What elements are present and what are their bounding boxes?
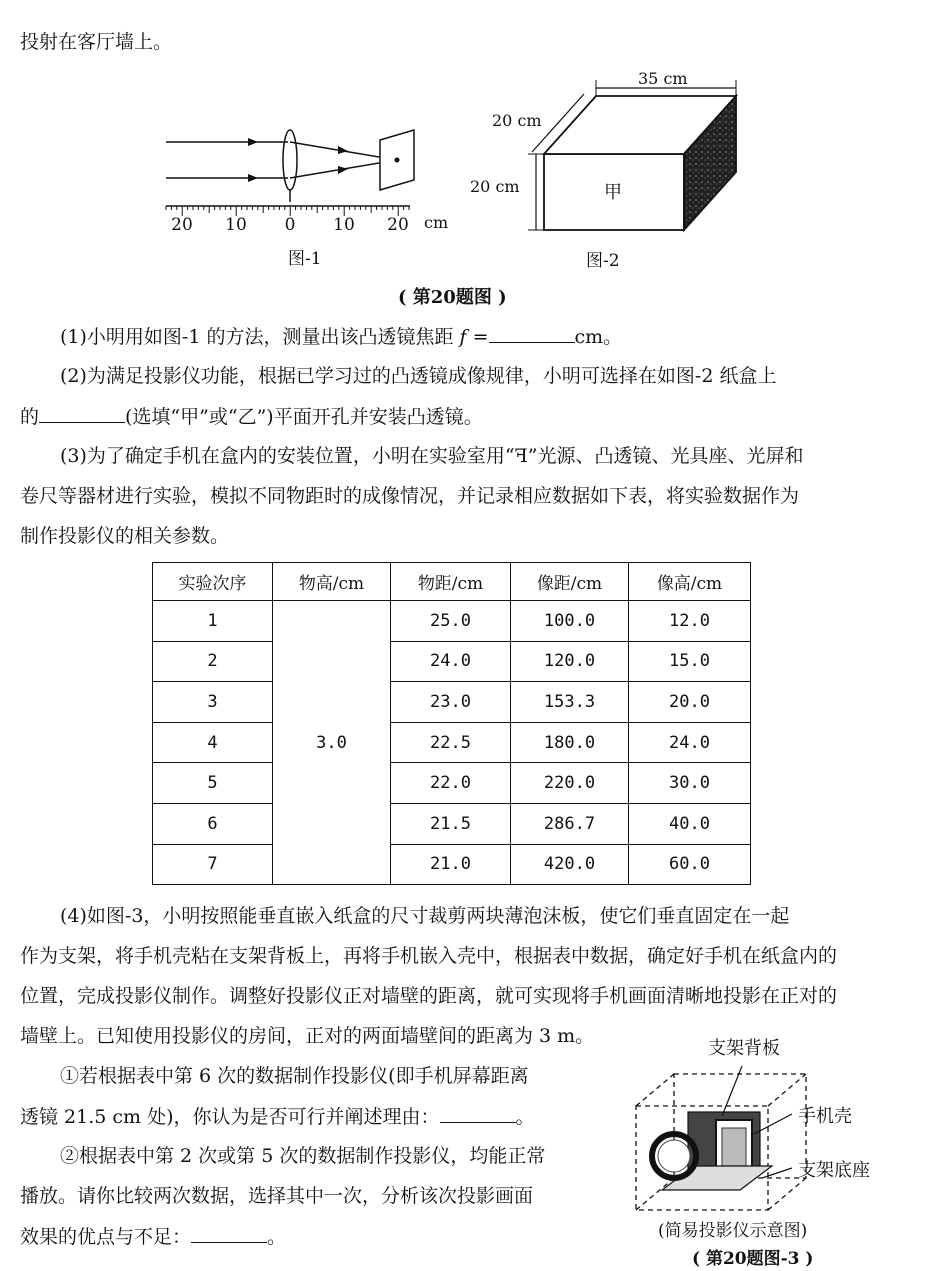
table-row <box>153 763 751 804</box>
cell-trial: 3 <box>153 682 273 723</box>
figures-caption: ( 第20题图 ) <box>398 287 507 308</box>
cell-image-distance: 153.3 <box>511 682 629 723</box>
question-4-line-1: (4)如图-3，小明按照能垂直嵌入纸盒的尺寸裁剪两块薄泡沫板，使它们垂直固定在一起 <box>60 905 790 927</box>
ruler-label-0: 20 <box>171 215 193 235</box>
question-4-line-3: 位置，完成投影仪制作。调整好投影仪正对墙壁的距离，就可实现将手机画面清晰地投影在正对的 <box>20 985 838 1007</box>
cell-object-distance: 22.0 <box>391 763 511 804</box>
question-4-sub2-line-1: ②根据表中第 2 次或第 5 次的数据制作投影仪，均能正常 <box>60 1145 546 1167</box>
dim-height-label: 20 cm <box>470 177 520 196</box>
figure-3-caption-1: (简易投影仪示意图) <box>658 1221 808 1241</box>
header-trial: 实验次序 <box>153 563 273 601</box>
cell-image-distance: 420.0 <box>511 844 629 885</box>
ruler-label-4: 20 <box>387 215 409 235</box>
answer-blank-2[interactable] <box>39 402 125 423</box>
table-header-row <box>153 563 751 601</box>
answer-blank-1[interactable] <box>489 322 575 343</box>
ruler-label-1: 10 <box>225 215 247 235</box>
cell-trial: 7 <box>153 844 273 885</box>
answer-blank-4-1[interactable] <box>440 1102 516 1123</box>
cell-object-height: 3.0 <box>273 601 391 885</box>
question-2-suffix: (选填“甲”或“乙”)平面开孔并安装凸透镜。 <box>125 406 483 428</box>
dim-depth-label: 20 cm <box>492 111 542 130</box>
question-3-line-1: (3)为了确定手机在盒内的安装位置，小明在实验室用“ꟻ”光源、凸透镜、光具座、光屏和 <box>60 445 804 467</box>
cell-image-height: 15.0 <box>629 641 751 682</box>
front-face-label: 甲 <box>604 182 622 203</box>
sub2-prefix: 效果的优点与不足： <box>20 1226 192 1248</box>
question-4-line-2: 作为支架，将手机壳粘在支架背板上，再将手机嵌入壳中，根据表中数据，确定好手机在纸盒内的 <box>20 945 838 967</box>
label-phone-case: 手机壳 <box>798 1106 852 1127</box>
cell-trial: 6 <box>153 803 273 844</box>
table-row <box>153 803 751 844</box>
cell-image-distance: 100.0 <box>511 601 629 642</box>
cell-object-distance: 24.0 <box>391 641 511 682</box>
header-image-distance: 像距/cm <box>511 563 629 601</box>
ruler-label-3: 10 <box>333 215 355 235</box>
cell-object-distance: 22.5 <box>391 722 511 763</box>
question-3-line-2: 卷尺等器材进行实验，模拟不同物距时的成像情况，并记录相应数据如下表，将实验数据作为 <box>20 485 800 507</box>
question-3-line-3: 制作投影仪的相关参数。 <box>20 525 230 547</box>
cell-image-distance: 220.0 <box>511 763 629 804</box>
table-row <box>153 722 751 763</box>
question-4-line-4: 墙壁上。已知使用投影仪的房间，正对的两面墙壁间的距离为 3 m。 <box>20 1025 595 1047</box>
ruler-label-2: 0 <box>284 215 296 235</box>
question-2-line-1: (2)为满足投影仪功能，根据已学习过的凸透镜成像规律，小明可选择在如图-2 纸盒上 <box>60 365 777 387</box>
cell-object-distance: 21.5 <box>391 803 511 844</box>
cell-trial: 1 <box>153 601 273 642</box>
cell-trial: 4 <box>153 722 273 763</box>
dim-top-label: 35 cm <box>638 69 688 88</box>
header-object-distance: 物距/cm <box>391 563 511 601</box>
cell-object-distance: 25.0 <box>391 601 511 642</box>
cell-image-height: 30.0 <box>629 763 751 804</box>
cell-trial: 5 <box>153 763 273 804</box>
question-4-sub2-line-3 <box>20 1222 286 1251</box>
header-image-height: 像高/cm <box>629 563 751 601</box>
table-row <box>153 844 751 885</box>
question-1-prefix: (1)小明用如图-1 的方法，测量出该凸透镜焦距 𝑓 = <box>60 326 489 348</box>
intro-line: 投射在客厅墙上。 <box>20 31 173 53</box>
cell-object-distance: 23.0 <box>391 682 511 723</box>
question-4-sub1-line-2 <box>20 1102 535 1131</box>
cell-image-height: 20.0 <box>629 682 751 723</box>
cell-image-height: 12.0 <box>629 601 751 642</box>
cell-image-height: 40.0 <box>629 803 751 844</box>
label-bracket-base: 支架底座 <box>798 1160 870 1181</box>
figure-1-caption: 图-1 <box>288 249 322 268</box>
figure-3-projector-diagram <box>622 1030 942 1270</box>
sub1-suffix: 。 <box>515 1106 535 1128</box>
figure-1-lens-diagram <box>150 118 460 268</box>
cell-object-distance: 21.0 <box>391 844 511 885</box>
figure-2-caption: 图-2 <box>586 251 620 271</box>
sub1-prefix: 透镜 21.5 cm 处)，你认为是否可行并阐述理由： <box>20 1106 440 1128</box>
figure-2-box-diagram <box>466 66 766 276</box>
question-4-sub2-line-2: 播放。请你比较两次数据，选择其中一次，分析该次投影画面 <box>20 1185 534 1207</box>
question-2-line-2 <box>20 402 483 431</box>
cell-image-distance: 180.0 <box>511 722 629 763</box>
cell-image-height: 60.0 <box>629 844 751 885</box>
answer-blank-4-2[interactable] <box>191 1222 267 1243</box>
figure-3-caption-2: ( 第20题图-3 ) <box>692 1249 814 1269</box>
question-1-suffix: cm。 <box>574 326 623 348</box>
label-bracket-back: 支架背板 <box>708 1038 780 1059</box>
question-2-prefix: 的 <box>20 406 40 428</box>
table-row <box>153 682 751 723</box>
table-row <box>153 641 751 682</box>
cell-image-distance: 120.0 <box>511 641 629 682</box>
question-4-sub1-line-1: ①若根据表中第 6 次的数据制作投影仪(即手机屏幕距离 <box>60 1065 529 1087</box>
cell-image-height: 24.0 <box>629 722 751 763</box>
cell-image-distance: 286.7 <box>511 803 629 844</box>
experiment-data-table <box>152 562 751 885</box>
question-1 <box>60 322 622 351</box>
cell-trial: 2 <box>153 641 273 682</box>
table-row <box>153 601 751 642</box>
header-object-height: 物高/cm <box>273 563 391 601</box>
sub2-suffix: 。 <box>267 1226 287 1248</box>
ruler-unit: cm <box>424 213 449 232</box>
